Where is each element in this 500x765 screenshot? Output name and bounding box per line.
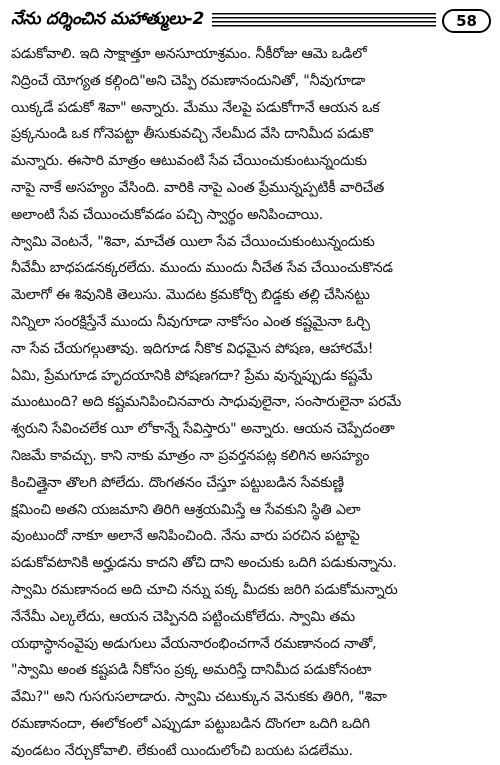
text-line: పడుకోవాలి. ఇది సాక్షాత్తూ అనసూయాశ్రమం. నీకీరోజు ఆమె ఒడిలో [11, 46, 367, 62]
text-line: పడుకోవటానికి అర్హుడను కాదని తోచి దాని అంచుకు ఒదిగి పడుకున్నాను. [11, 555, 397, 572]
text-line: శ్వరుని సేవించలేక యీ లోకాన్నే సేవిస్తారు" అన్నారు. ఆయన చెప్పేదంతా [11, 421, 395, 438]
page-header [11, 6, 491, 36]
text-line: నిద్రించే యోగ్యత కల్గింది"అని చెప్పి రమణానందునితో, "నీవుగూడా [11, 72, 366, 89]
running-title: నేను దర్శించిన మహాత్ములు-2 [11, 9, 205, 29]
text-line: "స్వామి అంత కష్టపడి నీకోసం ప్రక్క అమరిస్తే దానిమీద పడుకోనంటా [11, 662, 372, 679]
text-line: నిజమే కావచ్చు. కాని నాకు మాత్రం నా ప్రవర్తనపట్ల కలిగిన అసహ్యం [11, 447, 370, 464]
text-line: వేమి?" అని గుసగుసలాడారు. స్వామి చటుక్కున వెనుకకు తిరిగి, "శివా [11, 689, 387, 706]
body-text [11, 41, 491, 765]
text-line: వుండటం నేర్చుకోవాలి. లేకుంటే యిందులోంచి బయట పడలేము. [11, 742, 353, 759]
page-number: 58 [442, 9, 491, 33]
text-line: క్షమించి అతని యజమాని తిరిగి ఆశ్రయమిస్తే ఆ సేవకుని స్థితి ఎలా [11, 501, 361, 518]
text-line: యథాస్థానంవైపు అడుగులు వేయనారంభించగానే రమణానంద నాతో, [11, 635, 377, 652]
text-line: స్వామి రమణానంద అది చూచి నన్ను పక్క మీదకు జరిగి పడుకోమన్నారు [11, 581, 398, 598]
text-line: ప్రక్కనుండి ఒక గోనెపట్టా తీసుకువచ్చి నేలమీద వేసి దానిమీద పడుకొ [11, 126, 373, 143]
text-line: కించిత్తైనా తొలగి పోలేదు. దొంగతనం చేస్తూ పట్టుబడిన సేవకుణ్ణి [11, 474, 344, 491]
text-line: మెలాగో ఈ శివునికి తెలుసు. మొదట క్రమకోర్చి బిడ్డకు తల్లి చేసినట్టు [11, 287, 370, 304]
text-line: నా సేవ చేయగల్గుతావు. ఇదిగూడ నీకొక విధమైన పోషణ, ఆహారమే! [11, 340, 374, 357]
text-line: నాపై నాకే అసహ్యం వేసింది. వారికి నాపై ఎంత ప్రేమున్నప్పటికీ వారిచేత [11, 179, 385, 196]
text-line: మన్నారు. ఈసారి మాత్రం ఆటువంటి సేవ చేయించుకుంటున్నందుకు [11, 153, 367, 170]
text-line: నిన్నిలా సంరక్షిస్తేనే ముందు నీవుగూడా నాకోసం ఎంత కష్టమైనా ఓర్చి [11, 313, 370, 330]
text-line: నేనేమీ ఎల్కలేదు, ఆయన చెప్పినది పట్టించుకోలేదు. స్వామి తమ [11, 608, 355, 625]
text-line: స్వామి వెంటనే, "శివా, మాచేత యిలా సేవ చేయించుకుంటున్నందుకు [11, 233, 375, 250]
text-line: ఏమి, ప్రేమగూడ హృదయానికి పోషణగదా? ప్రేమ వున్నప్పుడు కష్టమే [11, 367, 373, 384]
text-line: వుంటుందో నాకూ అలానే అనిపించింది. నేను వారు పరచిన పట్టాపై [11, 528, 360, 545]
text-line: యిక్కడే పడుకో శివా" అన్నారు. మేము నేలపై పడుకోగానే ఆయన ఒక [11, 99, 380, 116]
text-line: అలాంటి సేవ చేయించుకోవడం పచ్చి స్వార్థం అనిపించాయి. [11, 206, 324, 223]
text-line: నీవేమీ బాధపడనక్కరలేదు. ముందు ముందు నీచేత సేవ చేయించుకొనడ [11, 260, 393, 277]
header-rule-lines [212, 13, 436, 29]
text-line: రమణానందా, ఈలోకంలో ఎప్పుడూ పట్టుబడిన దొంగలా ఒదిగి ఒదిగి [11, 715, 370, 732]
text-line: ముంటుంది? అది కష్టమనిపించినవారు సాధువులైనా, సంసారులైనా పరమే [11, 394, 402, 411]
